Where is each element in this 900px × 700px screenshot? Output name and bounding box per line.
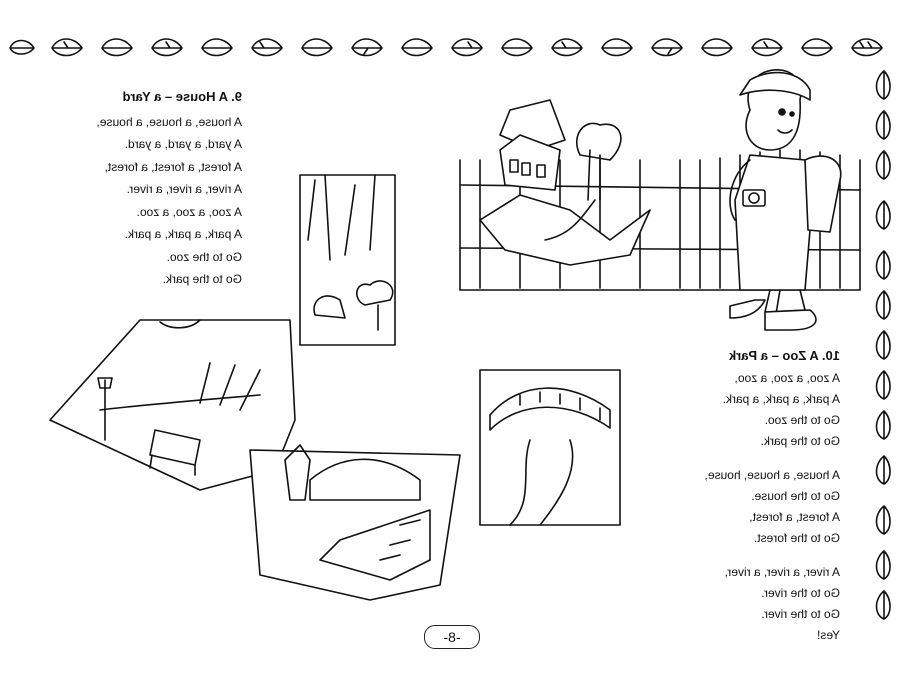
poem-a-line: A yard, a yard, a yard. <box>124 137 242 151</box>
leaf-border-top <box>10 39 882 56</box>
leaf-icon <box>602 39 632 56</box>
leaf-icon <box>452 39 482 56</box>
poem-b-line: A park, a park, a park. <box>722 392 840 406</box>
page-number: -8- <box>424 625 480 649</box>
leaf-icon <box>352 39 382 56</box>
poem-a-line: Go to the zoo. <box>166 249 242 264</box>
poem-a-title: 9. A House – a Yard <box>122 89 242 104</box>
poem-b-line: Yes! <box>817 628 840 642</box>
leaf-icon <box>877 591 891 619</box>
leaf-icon <box>502 39 532 56</box>
leaf-icon <box>252 39 282 56</box>
leaf-icon <box>877 456 891 484</box>
zoo-puzzle <box>250 445 460 600</box>
leaf-icon <box>552 39 582 56</box>
leaf-icon <box>202 39 232 56</box>
poem-b-line: Go to the river. <box>761 607 840 621</box>
leaf-icon <box>877 371 891 399</box>
leaf-icon <box>652 39 682 56</box>
leaf-icon <box>877 506 891 534</box>
poem-b-line: A forest, a forest, <box>749 510 840 524</box>
forest-puzzle <box>300 175 395 345</box>
poem-a-line: A house, a house, a house, <box>96 114 242 129</box>
leaf-icon <box>877 71 891 99</box>
tree-icon <box>577 123 621 200</box>
leaf-icon <box>877 111 891 139</box>
leaf-icon <box>302 39 332 56</box>
poem-a-line: A river, a river, a river. <box>126 182 242 196</box>
poem-b-line: Go to the forest. <box>753 531 840 545</box>
poem-a-line: A forest, a forest, a forest, <box>104 159 242 174</box>
poem-b-line: Go to the zoo. <box>764 413 840 427</box>
leaf-icon <box>402 39 432 56</box>
leaf-icon <box>877 291 891 319</box>
poem-b-line: Go to the house. <box>751 489 840 503</box>
camera-icon <box>743 190 765 206</box>
leaf-icon <box>152 39 182 56</box>
leaf-icon <box>702 39 732 56</box>
leaf-icon <box>852 39 882 56</box>
leaf-border-side <box>877 71 891 619</box>
poem-a-line: Go to the park. <box>162 272 242 286</box>
leaf-icon <box>752 39 782 56</box>
leaf-icon <box>52 39 82 56</box>
bridge-icon <box>480 370 620 525</box>
leaf-icon <box>10 41 34 55</box>
leaf-icon <box>102 39 132 56</box>
boy-icon <box>730 70 841 330</box>
poem-b-line: Go to the river. <box>761 586 840 600</box>
poem-b-title: 10. A Zoo – a Park <box>728 348 840 363</box>
poem-b <box>670 345 840 646</box>
poem-a-line: A zoo, a zoo, a zoo. <box>136 204 242 219</box>
leaf-icon <box>877 151 891 179</box>
leaf-icon <box>802 39 832 56</box>
poem-a-line: A park, a park, a park. <box>124 227 242 241</box>
leaf-icon <box>877 201 891 229</box>
poem-b-line: Go to the park. <box>760 434 840 448</box>
house-icon <box>480 100 650 265</box>
leaf-icon <box>877 411 891 439</box>
leaf-icon <box>877 331 891 359</box>
poem-b-line: A zoo, a zoo, a zoo, <box>734 371 840 385</box>
poem-a <box>62 86 242 291</box>
poem-b-line: A river, a river, a river, <box>724 565 840 579</box>
poem-b-line: A house, a house, house, <box>704 468 840 482</box>
leaf-icon <box>877 551 891 579</box>
leaf-icon <box>877 251 891 279</box>
